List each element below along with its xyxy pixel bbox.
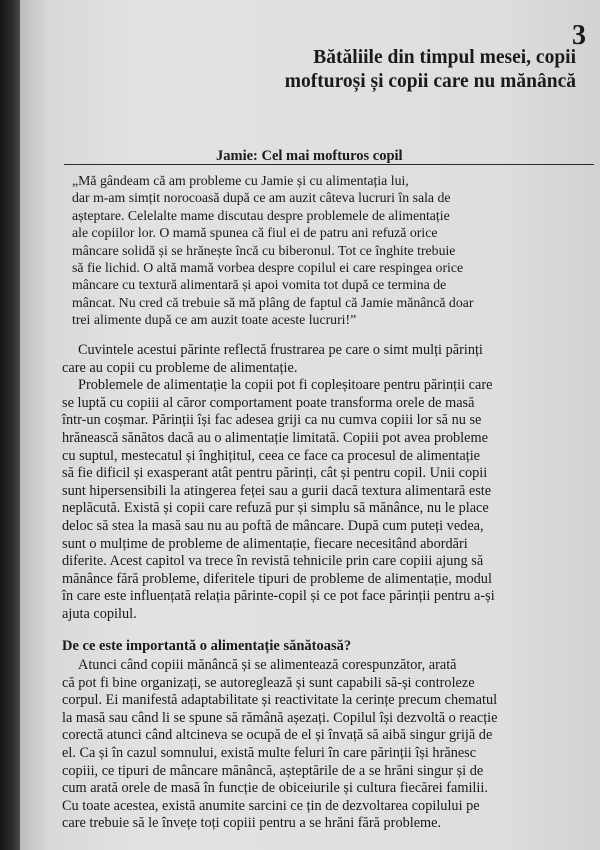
body-line: hrănească sănătos dacă au o alimentație limitată. Copiii pot avea probleme bbox=[62, 429, 488, 446]
body-line: neplăcută. Există și copii care refuză pur și simplu să mănânce, nu le place bbox=[62, 500, 489, 517]
body-line: Cu toate acestea, există anumite sarcini ce țin de dezvoltarea copilului pe bbox=[62, 797, 480, 814]
quote-block bbox=[72, 172, 572, 329]
body-line: să fie dificil și exasperant atât pentru părinți, cât și pentru copil. Unii copii bbox=[62, 465, 488, 482]
quote-line: așteptare. Celelalte mame discutau despre problemele de alimentație bbox=[72, 207, 450, 223]
body-line: care trebuie să le învețe toți copiii pentru a se hrăni fără probleme. bbox=[62, 815, 442, 832]
quote-line: „Mă gândeam că am probleme cu Jamie și cu alimentația lui, bbox=[72, 173, 409, 188]
body-line: care au copii cu probleme de alimentație. bbox=[62, 359, 298, 376]
body-line: mănânce fără probleme, diferitele tipuri de probleme de alimentație, modul bbox=[62, 570, 492, 587]
paragraph-2 bbox=[62, 377, 597, 623]
body-line: sunt hipersensibili la atingerea feței sau a gurii dacă textura alimentară este bbox=[62, 482, 492, 499]
quote-line: mâncat. Nu cred că trebuie să mă plâng de faptul că Jamie mănâncă doar bbox=[72, 294, 474, 310]
body-line: el. Ca și în cazul somnului, există multe feluri în care părinții își hrănesc bbox=[62, 745, 477, 762]
body-line: la masă sau când li se spune să rămână așezați. Copilul își dezvoltă o reacție bbox=[62, 709, 498, 726]
quote-line: trei alimente după ce am auzit toate aceste lucruri!” bbox=[72, 312, 357, 328]
body-line: ajuta copilul. bbox=[62, 605, 137, 622]
body-line: deloc să stea la masă sau nu au poftă de mâncare. După cum puteți vedea, bbox=[62, 517, 484, 534]
body-line: corpul. Ei manifestă adaptabilitate și reactivitate la cerințe precum chematul bbox=[62, 692, 498, 709]
body-line: Problemele de alimentație la copii pot fi copleșitoare pentru părinții care bbox=[78, 377, 493, 394]
quote-line: dar m-am simțit norocoasă după ce am auzit câteva lucruri în sala de bbox=[72, 190, 451, 206]
section-divider bbox=[64, 164, 594, 165]
section-heading: Jamie: Cel mai mofturos copil bbox=[216, 148, 403, 164]
paragraph-1 bbox=[62, 342, 597, 377]
book-page bbox=[20, 0, 600, 850]
body-line: cu suptul, mestecatul și înghițitul, ceea ce face ca procesul de alimentație bbox=[62, 447, 481, 464]
book-spine bbox=[0, 0, 20, 850]
body-line: în care este influențată relația părinte-copil și ce pot face părinții pentru a-și bbox=[62, 588, 495, 605]
quote-line: mâncare solidă și se hrănește încă cu biberonul. Tot ce înghite trebuie bbox=[72, 242, 456, 258]
paragraph-3 bbox=[62, 657, 597, 833]
chapter-number: 3 bbox=[572, 20, 586, 51]
body-line: sunt o mulțime de probleme de alimentație, fiecare necesitând abordări bbox=[62, 535, 468, 552]
body-line: că pot fi bine organizați, se autoreglează și sunt capabili să-și controleze bbox=[62, 674, 475, 691]
body-text bbox=[62, 342, 597, 833]
body-line: cum arată orele de masă în funcție de obiceiurile și cultura fiecărei familii. bbox=[62, 780, 488, 797]
quote-line: să fie lichid. O altă mamă vorbea despre copilul ei care respingea orice bbox=[72, 260, 464, 276]
body-line: Atunci când copiii mănâncă și se alimentează corespunzător, arată bbox=[78, 657, 457, 674]
body-line: se luptă cu copiii al căror comportament poate transforma orele de masă bbox=[62, 394, 475, 411]
chapter-title-line: Bătăliile din timpul mesei, copii bbox=[313, 47, 576, 68]
quote-line: mâncare cu textură alimentară și apoi vomita tot după ce termina de bbox=[72, 277, 447, 293]
chapter-title-line: mofturoși și copii care nu mănâncă bbox=[284, 71, 576, 92]
body-line: copiii, ce tipuri de mâncare mănâncă, așteptările de a se hrăni singur și de bbox=[62, 762, 484, 779]
quote-line: ale copiilor lor. O mamă spunea că fiul ei de patru ani refuză orice bbox=[72, 225, 438, 241]
subheading: De ce este importantă o alimentație sănătoasă? bbox=[62, 637, 352, 654]
chapter-title bbox=[216, 46, 576, 94]
body-line: corectă atunci când altcineva se ocupă de el și învață să aibă singur grijă de bbox=[62, 727, 493, 744]
body-line: Cuvintele acestui părinte reflectă frustrarea pe care o simt mulți părinți bbox=[78, 342, 483, 358]
body-line: într-un coșmar. Părinții își fac adesea griji ca nu cumva copiii lor să nu se bbox=[62, 412, 482, 429]
body-line: diferite. Acest capitol va trece în revistă tehnicile prin care copiii ajung să bbox=[62, 553, 484, 570]
